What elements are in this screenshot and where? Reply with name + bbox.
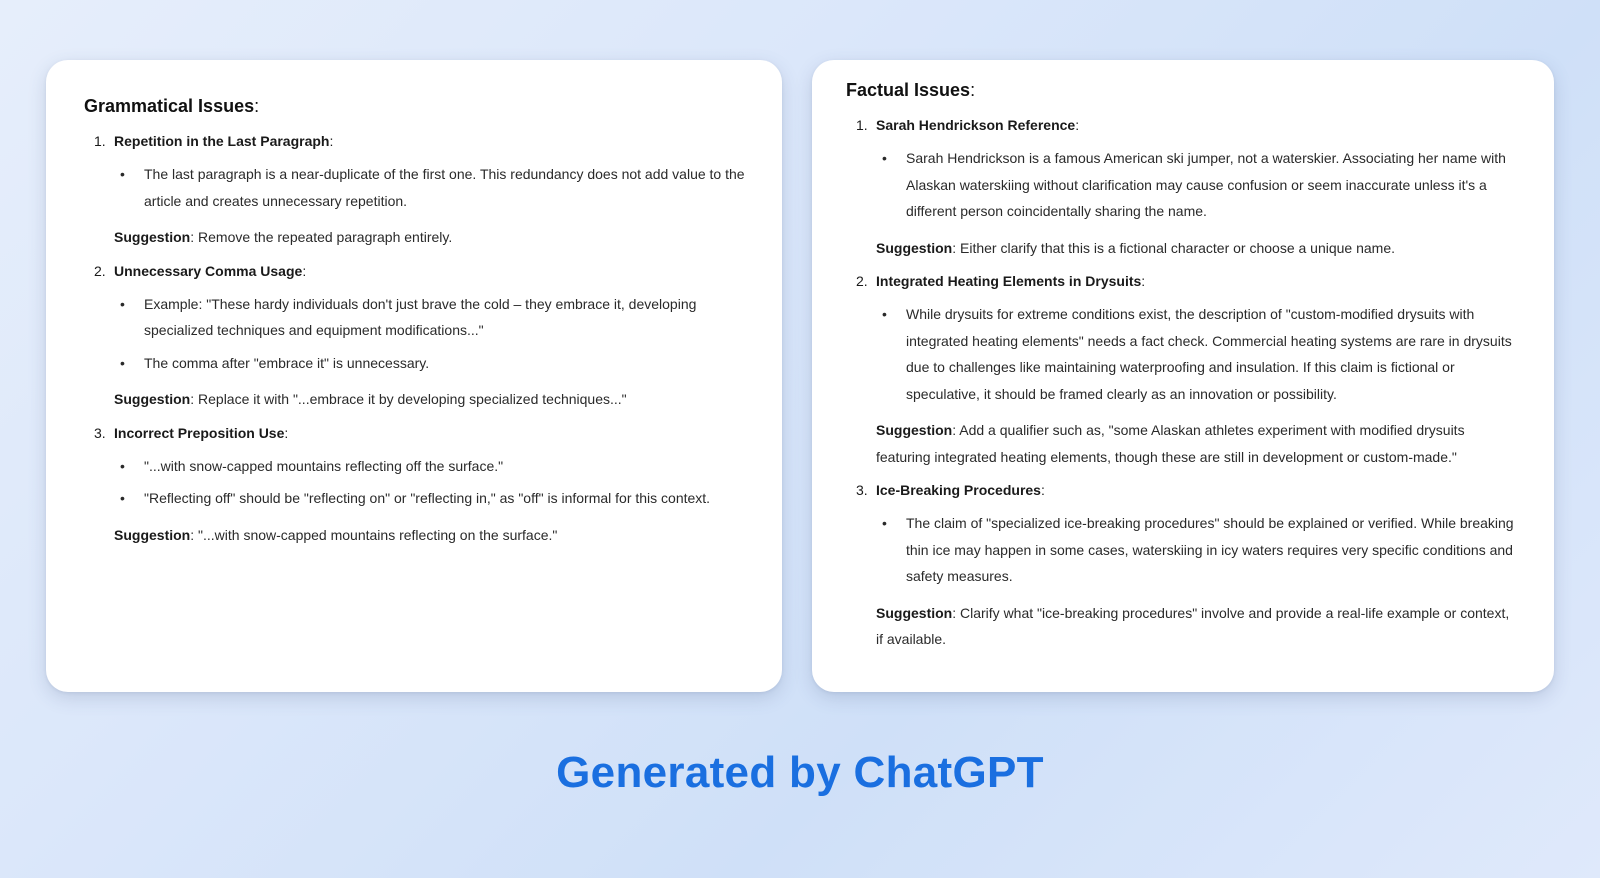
suggestion-label: Suggestion bbox=[876, 422, 953, 438]
issue-title-colon: : bbox=[1040, 482, 1045, 498]
issue-point bbox=[114, 453, 748, 480]
grammatical-issues-card bbox=[46, 60, 782, 692]
issue-title: Incorrect Preposition Use bbox=[114, 424, 285, 441]
issue-item bbox=[84, 131, 748, 251]
issue-number: 3. bbox=[94, 424, 106, 441]
issue-points bbox=[876, 301, 1518, 407]
bullet-icon: • bbox=[120, 166, 125, 182]
issue-point bbox=[114, 291, 748, 344]
issue-heading bbox=[846, 115, 1518, 135]
issue-title-colon: : bbox=[1075, 117, 1080, 133]
issue-title-colon: : bbox=[284, 424, 289, 441]
suggestion-label: Suggestion bbox=[114, 391, 191, 407]
generated-by-credit: Generated by ChatGPT bbox=[556, 748, 1044, 797]
issue-heading bbox=[846, 271, 1518, 291]
bullet-icon: • bbox=[120, 354, 125, 371]
card-title-text: Factual Issues bbox=[846, 80, 971, 100]
issue-item bbox=[84, 423, 748, 549]
suggestion bbox=[114, 522, 748, 549]
issue-point bbox=[876, 145, 1518, 225]
issue-number: 2. bbox=[856, 273, 868, 289]
issue-point-text: The comma after "embrace it" is unnecessary. bbox=[144, 354, 430, 371]
bullet-icon: • bbox=[882, 515, 887, 531]
issue-number: 2. bbox=[94, 262, 106, 279]
issue-point bbox=[114, 485, 748, 512]
bullet-icon: • bbox=[882, 306, 887, 322]
issue-title: Ice-Breaking Procedures bbox=[876, 482, 1041, 498]
suggestion-text: : Replace it with "...embrace it by developing specialized techniques..." bbox=[190, 391, 627, 407]
suggestion-label: Suggestion bbox=[876, 604, 953, 621]
suggestion-text: : Remove the repeated paragraph entirely. bbox=[190, 229, 453, 245]
suggestion bbox=[114, 224, 748, 251]
issue-point-text: "Reflecting off" should be "reflecting on" or "reflecting in," as "off" is informal for this context. bbox=[144, 490, 711, 506]
issue-item bbox=[846, 115, 1518, 261]
suggestion-label: Suggestion bbox=[876, 239, 953, 256]
issue-title: Sarah Hendrickson Reference bbox=[876, 117, 1076, 133]
issue-title-colon: : bbox=[1141, 273, 1146, 289]
card-title-text: Grammatical Issues bbox=[84, 96, 255, 116]
factual-issues-card bbox=[812, 60, 1554, 692]
issue-points bbox=[876, 145, 1518, 225]
issue-point-text: Sarah Hendrickson is a famous American ski jumper, not a waterskier. Associating her name with Alaskan waterskiing without clarification may cause confusion or seem inaccurate unless it's a different person coincidentally sharing the name. bbox=[906, 150, 1506, 219]
issue-point-text: While drysuits for extreme conditions exist, the description of "custom-modified drysuits with integrated heating elements" needs a fact check. Commercial heating systems are rare in drysuits due to challenges like maintaining waterproofing and insulation. If this claim is fictional or speculative, it should be framed clearly as an innovation or possibility. bbox=[906, 306, 1512, 402]
issue-title: Repetition in the Last Paragraph bbox=[114, 133, 330, 149]
suggestion bbox=[114, 386, 748, 413]
issue-heading bbox=[84, 131, 748, 151]
issue-points bbox=[114, 161, 748, 214]
issue-points bbox=[114, 453, 748, 512]
suggestion bbox=[876, 600, 1518, 653]
bullet-icon: • bbox=[120, 295, 125, 312]
issue-point bbox=[876, 301, 1518, 407]
bullet-icon: • bbox=[120, 490, 125, 506]
issue-number: 1. bbox=[94, 133, 106, 149]
card-title-colon: : bbox=[970, 80, 976, 100]
suggestion-text: : Add a qualifier such as, "some Alaskan athletes experiment with modified drysuits featuring integrated heating elements, though these are still in development or custom-made." bbox=[876, 422, 1465, 465]
suggestion bbox=[876, 417, 1518, 470]
issue-point bbox=[114, 161, 748, 214]
issue-item bbox=[846, 271, 1518, 470]
issue-list bbox=[84, 131, 748, 548]
bullet-icon: • bbox=[882, 150, 887, 166]
bullet-icon: • bbox=[120, 457, 125, 474]
suggestion-text: : "...with snow-capped mountains reflecting on the surface." bbox=[190, 526, 558, 543]
suggestion-text: : Either clarify that this is a fictional character or choose a unique name. bbox=[952, 239, 1396, 256]
issue-point-text: The claim of "specialized ice-breaking procedures" should be explained or verified. While breaking thin ice may happen in some cases, waterskiing in icy waters requires very specific conditions and safety measures. bbox=[906, 515, 1514, 584]
issue-item bbox=[846, 480, 1518, 653]
issue-title-colon: : bbox=[302, 262, 307, 279]
suggestion bbox=[876, 235, 1518, 262]
suggestion-label: Suggestion bbox=[114, 229, 191, 245]
issue-point-text: Example: "These hardy individuals don't just brave the cold – they embrace it, developing specialized techniques and equipment modifications..." bbox=[144, 295, 697, 338]
card-title-colon: : bbox=[254, 96, 260, 116]
issue-heading bbox=[84, 261, 748, 281]
issue-item bbox=[84, 261, 748, 413]
issue-point bbox=[114, 350, 748, 377]
issue-points bbox=[876, 510, 1518, 590]
issue-heading bbox=[846, 480, 1518, 500]
issue-title-colon: : bbox=[329, 133, 334, 149]
suggestion-text: : Clarify what "ice-breaking procedures" involve and provide a real-life example or context, if available. bbox=[876, 604, 1510, 647]
card-title bbox=[84, 96, 748, 117]
issue-title: Unnecessary Comma Usage bbox=[114, 262, 303, 279]
issue-title: Integrated Heating Elements in Drysuits bbox=[876, 273, 1142, 289]
card-title bbox=[846, 80, 1518, 101]
issue-point-text: The last paragraph is a near-duplicate of the first one. This redundancy does not add value to the article and creates unnecessary repetition. bbox=[144, 166, 745, 209]
suggestion-label: Suggestion bbox=[114, 526, 191, 543]
issue-number: 1. bbox=[856, 117, 868, 133]
issue-list bbox=[846, 115, 1518, 653]
issue-number: 3. bbox=[856, 482, 868, 498]
issue-point-text: "...with snow-capped mountains reflecting off the surface." bbox=[144, 457, 504, 474]
issue-points bbox=[114, 291, 748, 377]
issue-heading bbox=[84, 423, 748, 443]
issue-point bbox=[876, 510, 1518, 590]
